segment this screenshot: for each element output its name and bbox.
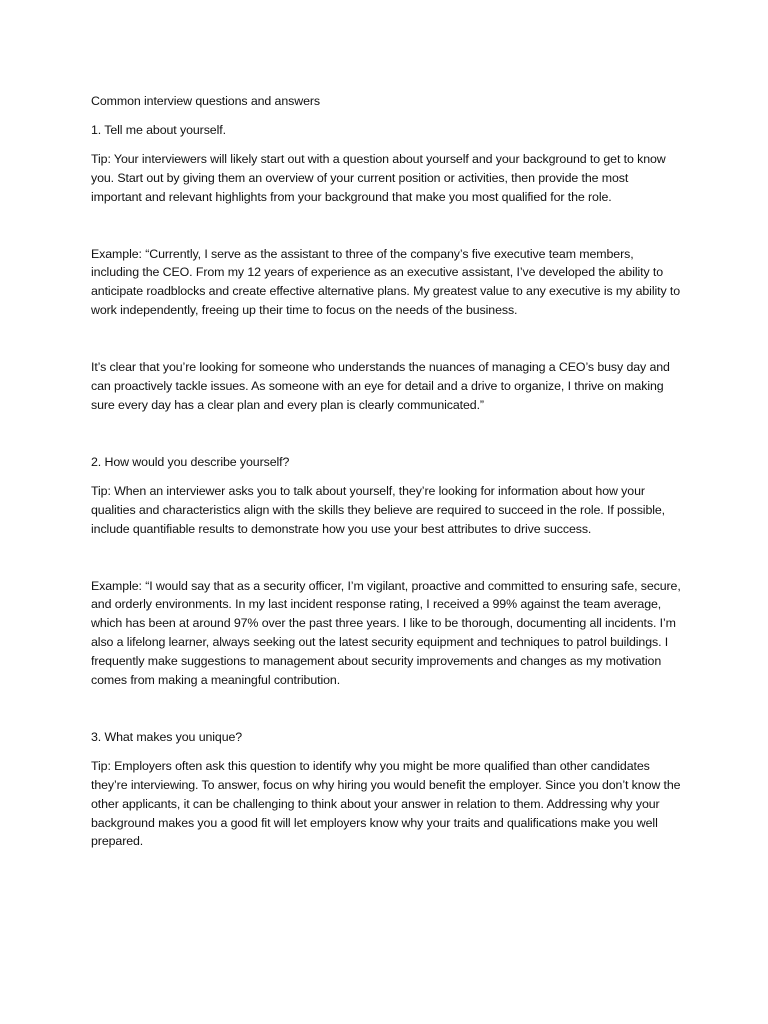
tip-paragraph-1: Tip: Your interviewers will likely start out with a question about yourself and your background to get to know you. Start out by giving them an overview of your current position or activities, then provide the most important and relevant highlights from your background that make you most qualified for the role. <box>91 151 666 204</box>
example-paragraph-2: Example: “I would say that as a security officer, I’m vigilant, proactive and committed to ensuring safe, secure, and orderly environments. In my last incident response rating, I received a 99% against the team average, which has been at around 97% over the past three years. I like to be thorough, documenting all incidents. I’m also a lifelong learner, always seeking out the latest security equipment and techniques to patrol buildings. I frequently make suggestions to management about security improvements and changes as my motivation comes from making a meaningful contribution. <box>91 578 681 688</box>
document-body <box>91 92 681 851</box>
tip-paragraph-3: Tip: Employers often ask this question to identify why you might be more qualified than other candidates they’re interviewing. To answer, focus on why hiring you would benefit the employer. Since you don’t know the other applicants, it can be challenging to think about your answer in relation to them. Addressing why your background makes you a good fit will let employers know why your traits and qualifications make you well prepared. <box>91 758 681 849</box>
example-continuation-paragraph-1: It’s clear that you’re looking for someone who understands the nuances of managing a CEO’s busy day and can proactively tackle issues. As someone with an eye for detail and a drive to organize, I thrive on making sure every day has a clear plan and every plan is clearly communicated.” <box>91 360 670 412</box>
question-heading-1: 1. Tell me about yourself. <box>91 122 226 137</box>
document-title: Common interview questions and answers <box>91 94 320 108</box>
question-heading-3: 3. What makes you unique? <box>91 729 243 744</box>
example-paragraph-1: Example: “Currently, I serve as the assistant to three of the company’s five executive team members, including the CEO. From my 12 years of experience as an executive assistant, I’ve developed the ability to anticipate roadblocks and create effective alternative plans. My greatest value to any executive is my ability to work independently, freeing up their time to focus on the needs of the business. <box>91 246 681 318</box>
question-heading-2: 2. How would you describe yourself? <box>91 454 290 469</box>
tip-paragraph-2: Tip: When an interviewer asks you to talk about yourself, they’re looking for information about how your qualities and characteristics align with the skills they believe are required to succeed in the role. If possible, include quantifiable results to demonstrate how you use your best attributes to drive success. <box>91 483 666 536</box>
